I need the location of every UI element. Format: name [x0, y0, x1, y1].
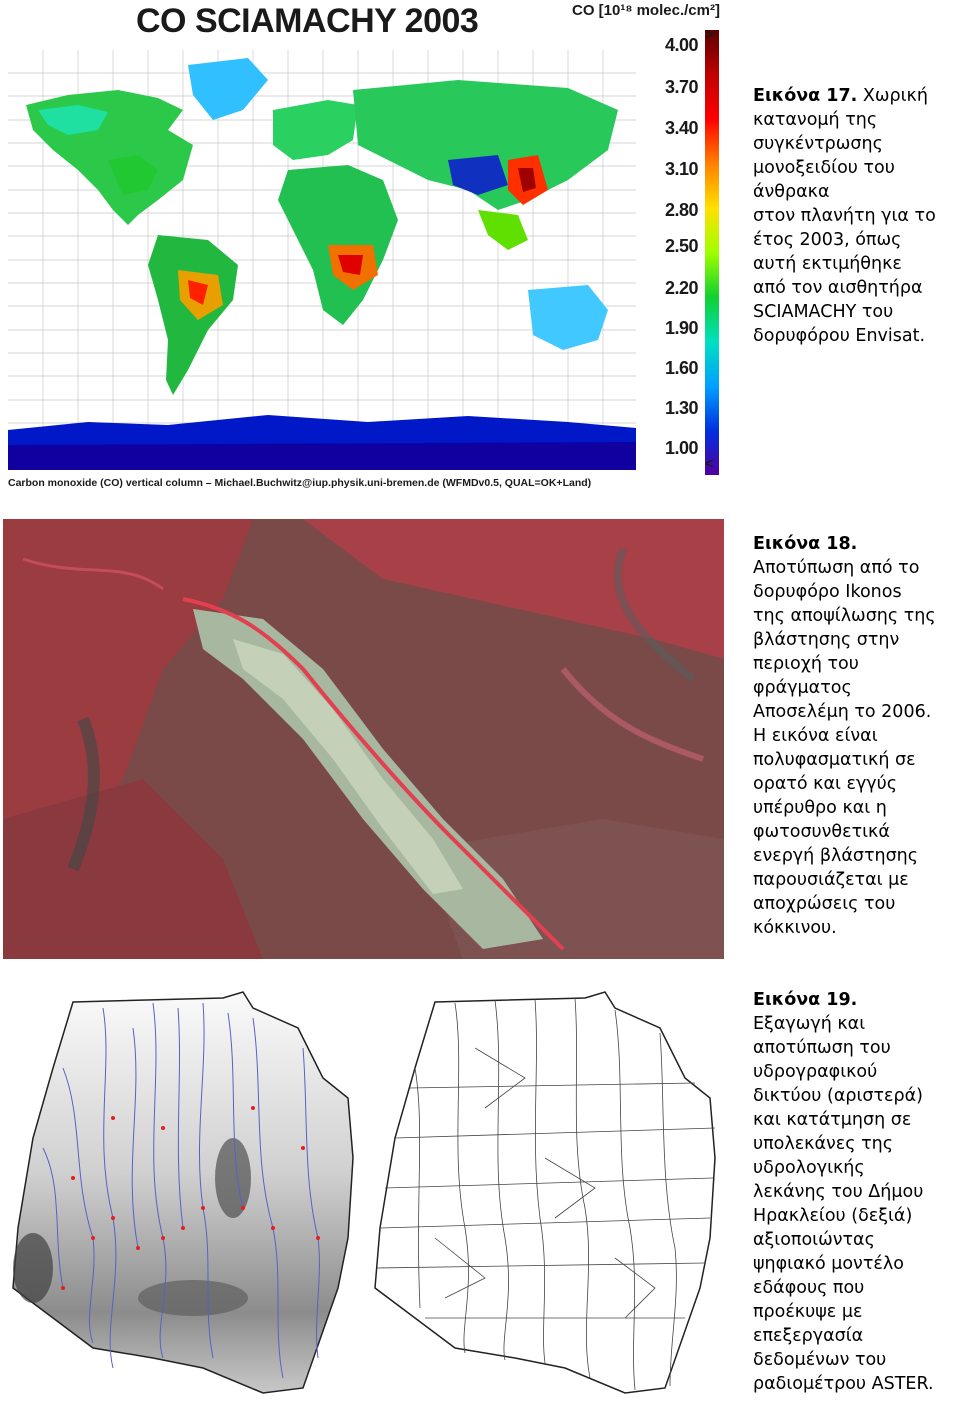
- scale-tick: 1.00: [665, 438, 699, 458]
- caption-line: βλάστησης στην: [753, 630, 900, 650]
- caption-text: Χωρική: [862, 86, 928, 106]
- map-credit: Carbon monoxide (CO) vertical column – Michael.Buchwitz@iup.physik.uni-bremen.de (WFMDv0.5, QUAL=OK+Land): [8, 477, 592, 489]
- caption-line: υδρολογικής: [753, 1158, 865, 1178]
- scale-tick: 4.00: [665, 35, 699, 55]
- caption-line: Αποσελέμη το 2006.: [753, 702, 932, 722]
- caption-label: Εικόνα 18.: [753, 534, 858, 554]
- caption-line: στον πλανήτη για το: [753, 206, 936, 226]
- caption-line: λεκάνης του Δήμου: [753, 1182, 924, 1202]
- caption-line: αποτύπωση του: [753, 1038, 891, 1058]
- subbasin-partition-map: [365, 988, 720, 1400]
- figure-17: [0, 0, 728, 498]
- caption-line: φωτοσυνθετικά: [753, 822, 890, 842]
- caption-line: εδάφους που: [753, 1278, 865, 1298]
- caption-line: υπολεκάνες της: [753, 1134, 893, 1154]
- scale-tick: 1.90: [665, 318, 699, 338]
- caption-line: Εξαγωγή και: [753, 1014, 866, 1034]
- caption-line: έτος 2003, όπως: [753, 230, 902, 250]
- caption-line: δεδομένων του: [753, 1350, 887, 1370]
- caption-label: Εικόνα 17.: [753, 86, 858, 106]
- caption-line: μονοξειδίου του: [753, 158, 895, 178]
- hydrographic-network-map: [3, 988, 358, 1400]
- scale-tick: 1.60: [665, 358, 699, 378]
- caption-line: Ηρακλείου (δεξιά): [753, 1206, 913, 1226]
- caption-line: αξιοποιώντας: [753, 1230, 875, 1250]
- caption-line: υπέρυθρο και η: [753, 798, 887, 818]
- caption-line: ενεργή βλάστησης: [753, 846, 919, 866]
- caption-line: Η εικόνα είναι: [753, 726, 878, 746]
- caption-figure-18: [753, 532, 958, 940]
- caption-line: άνθρακα: [753, 182, 830, 202]
- caption-line: αυτή εκτιμήθηκε: [753, 254, 902, 274]
- caption-line: δορυφόρο Ikonos: [753, 582, 902, 602]
- ikonos-satellite-image: [3, 519, 724, 959]
- scale-tick: 3.10: [665, 159, 699, 179]
- scale-tick: 2.80: [665, 200, 699, 220]
- co-world-map: [8, 50, 636, 470]
- caption-line: υδρογραφικού: [753, 1062, 878, 1082]
- caption-line: δικτύου (αριστερά): [753, 1086, 923, 1106]
- caption-line: από τον αισθητήρα: [753, 278, 923, 298]
- scale-tick: 3.70: [665, 77, 699, 97]
- caption-line: ραδιομέτρου ASTER.: [753, 1374, 934, 1394]
- caption-line: ορατό και εγγύς: [753, 774, 898, 794]
- caption-line: δορυφόρου Envisat.: [753, 326, 926, 346]
- caption-line: ψηφιακό μοντέλο: [753, 1254, 904, 1274]
- caption-line: επεξεργασία: [753, 1326, 864, 1346]
- caption-line: παρουσιάζεται με: [753, 870, 909, 890]
- caption-line: αποχρώσεις του: [753, 894, 896, 914]
- scale-tick: 2.50: [665, 236, 699, 256]
- scale-under-marker: <: [705, 455, 713, 471]
- caption-line: Αποτύπωση από το: [753, 558, 920, 578]
- caption-line: συγκέντρωσης: [753, 134, 883, 154]
- caption-line: SCIAMACHY του: [753, 302, 894, 322]
- caption-figure-17: [753, 84, 958, 348]
- scale-tick: 1.30: [665, 398, 699, 418]
- caption-line: της αποψίλωσης της: [753, 606, 936, 626]
- caption-line: κόκκινου.: [753, 918, 837, 938]
- caption-line: προέκυψε με: [753, 1302, 863, 1322]
- caption-figure-19: [753, 988, 958, 1396]
- caption-label: Εικόνα 19.: [753, 990, 858, 1010]
- scale-over-marker: >: [705, 26, 713, 42]
- caption-line: κατανομή της: [753, 110, 878, 130]
- caption-line: πολυφασματική σε: [753, 750, 916, 770]
- scale-tick: 2.20: [665, 278, 699, 298]
- caption-line: και κατάτμηση σε: [753, 1110, 912, 1130]
- caption-line: περιοχή του: [753, 654, 859, 674]
- caption-line: φράγματος: [753, 678, 852, 698]
- scale-tick: 3.40: [665, 118, 699, 138]
- chart-title: CO SCIAMACHY 2003: [136, 2, 479, 40]
- unit-label: CO [10¹⁸ molec./cm²]: [572, 2, 720, 19]
